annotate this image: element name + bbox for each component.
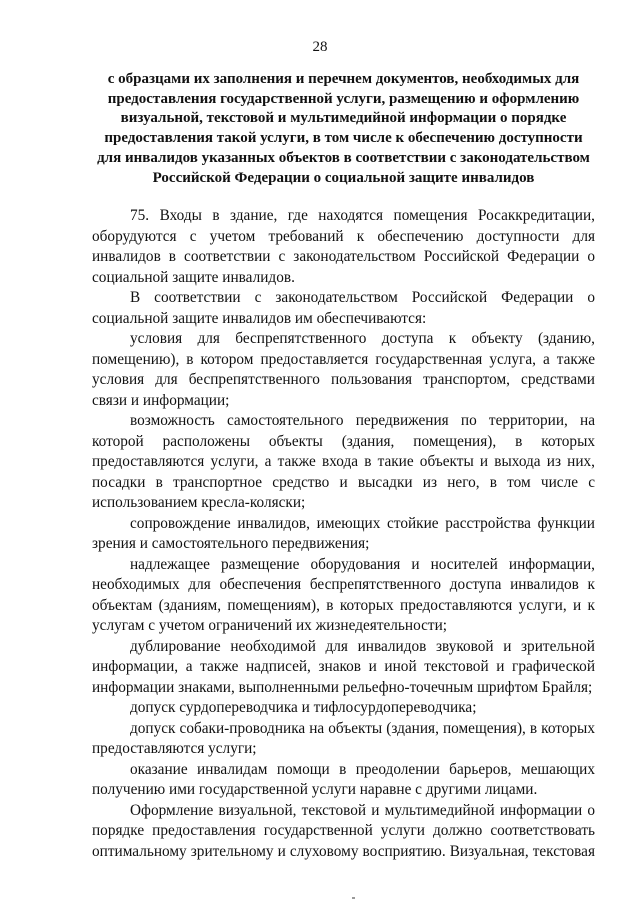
paragraph-entrances: 75. Входы в здание, где находятся помещения Росаккредитации, оборудуются с учетом требований к обеспечению доступности для инвалидов в соответствии с законодательством Российской Федерации о социальной защите инвалидов. bbox=[92, 207, 595, 286]
document-body bbox=[92, 206, 595, 862]
paragraph-access-conditions: условия для беспрепятственного доступа к объекту (зданию, помещению), в котором предоставляется государственная услуга, а также условия для беспрепятственного пользования транспортом, средствами связи и информации; bbox=[92, 330, 595, 409]
paragraph-accompaniment: сопровождение инвалидов, имеющих стойкие расстройства функции зрения и самостоятельного передвижения; bbox=[92, 514, 595, 552]
paragraph-intro-guarantees: В соответствии с законодательством Российской Федерации о социальной защите инвалидов им обеспечиваются: bbox=[92, 289, 595, 327]
paragraph-barrier-assistance: оказание инвалидам помощи в преодолении барьеров, мешающих получению ими государственной услуги наравне с другими лицами. bbox=[92, 760, 595, 798]
scan-artifact bbox=[352, 897, 355, 899]
paragraph-guide-dog: допуск собаки-проводника на объекты (здания, помещения), в которых предоставляются услуги; bbox=[92, 719, 595, 757]
paragraph-independent-movement: возможность самостоятельного передвижения по территории, на которой расположены объекты (здания, помещения), в которых предоставляются услуги, а также входа в такие объекты и выхода из них, посадки в транспортное средство и высадки из него, в том числе с использованием кресла-коляски; bbox=[92, 412, 595, 511]
paragraph-information-duplication: дублирование необходимой для инвалидов звуковой и зрительной информации, а также надписей, знаков и иной текстовой и графической информации знаками, выполненными рельефно-точечным шрифтом Брайля; bbox=[92, 637, 595, 696]
page-number: 28 bbox=[312, 39, 328, 55]
paragraph-interpreter-admission: допуск сурдопереводчика и тифлосурдопереводчика; bbox=[130, 699, 477, 716]
section-heading: с образцами их заполнения и перечнем документов, необходимых для предоставления государственной услуги, размещению и оформлению визуальной, текстовой и мультимедийной информации о порядке предоставления такой услуги, в том числе к обеспечению доступности для инвалидов указанных объектов в соответствии с законодательством Российской Федерации о социальной защите инвалидов bbox=[97, 71, 590, 186]
paragraph-equipment-placement: надлежащее размещение оборудования и носителей информации, необходимых для обеспечения беспрепятственного доступа инвалидов к объектам (зданиям, помещениям), в которых предоставляются услуги, и к услугам с учетом ограничений их жизнедеятельности; bbox=[92, 555, 595, 634]
paragraph-information-design: Оформление визуальной, текстовой и мультимедийной информации о порядке предоставления государственной услуги должно соответствовать оптимальному зрительному и слуховому восприятию. Визуальная, текстовая bbox=[92, 801, 595, 860]
